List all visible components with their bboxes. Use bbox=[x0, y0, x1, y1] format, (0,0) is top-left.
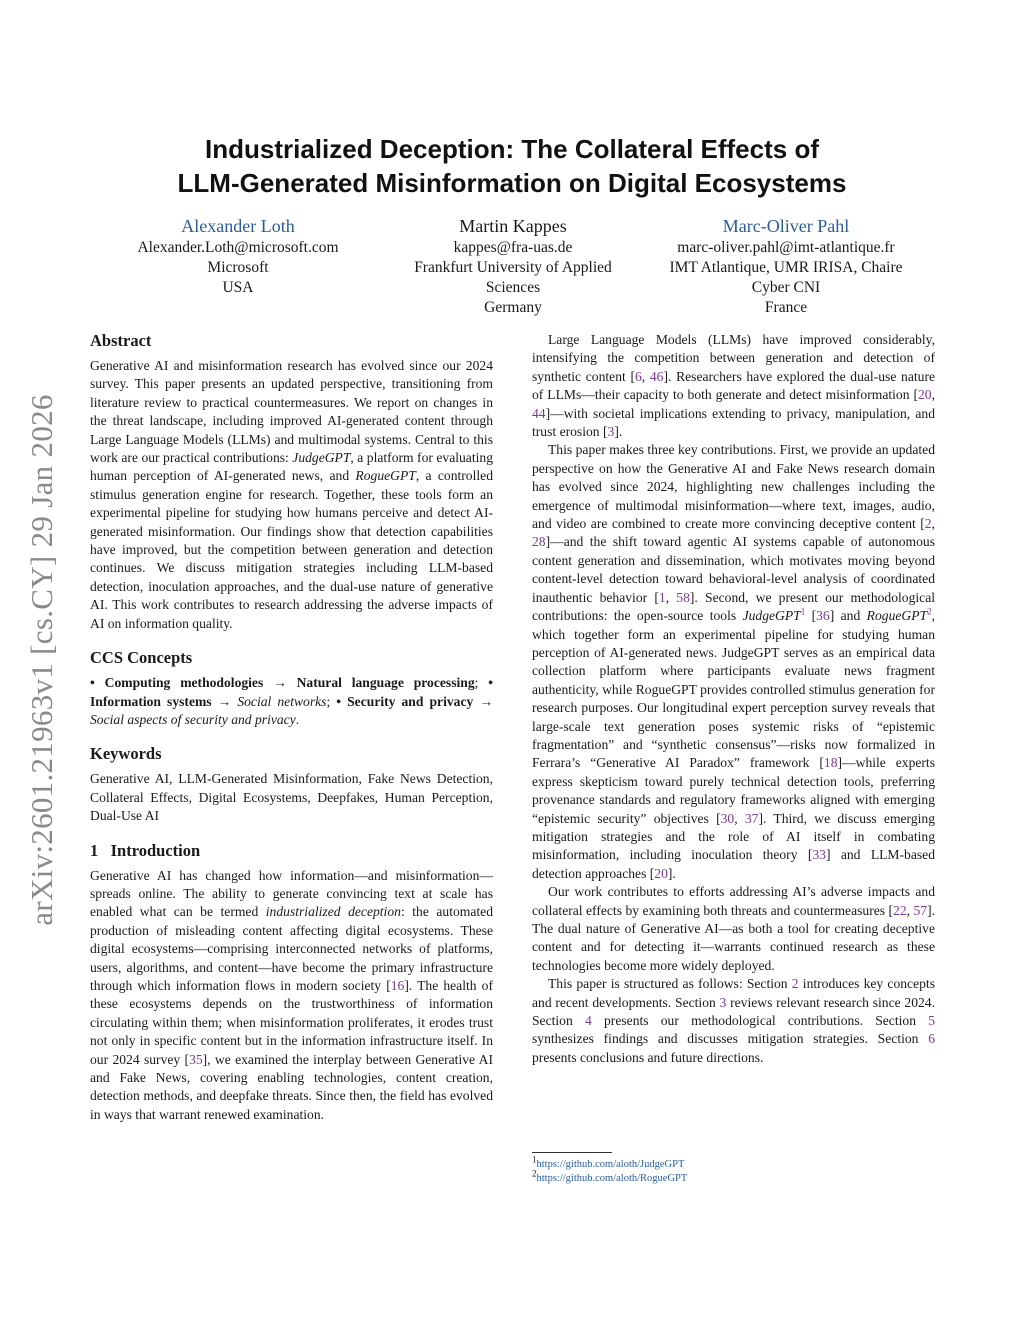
footnote-2: $^2$https://github.com/aloth/RogueGPT bbox=[532, 1168, 688, 1184]
abstract-text: Generative AI and misinformation research has evolved since our 2024 survey. This paper presents an updated perspective, transitioning from literature review to practical countermeasures. We report on changes in the threat landscape, including improved AI-generated content through Large Language Models (LLMs) and multimodal systems. Central to this work are our practical contributions: JudgeGPT, a platform for evaluating human perception of AI-generated news, and RogueGPT, a controlled stimulus generation engine for research. Together, these tools form an experimental pipeline for studying how humans perceive and detect AI-generated misinformation. Our findings show that detection capabilities have improved, but the competition between generation and detection continues. We discuss mitigation strategies including LLM-based detection, inoculation approaches, and the dual-use nature of generative AI. This work contributes to research addressing the adverse impacts of AI on information quality. bbox=[90, 358, 493, 631]
author-1-affiliation-1: Microsoft bbox=[207, 259, 269, 276]
author-2 bbox=[358, 214, 668, 318]
paper-title bbox=[0, 132, 1024, 200]
left-column bbox=[90, 330, 493, 1124]
citation-46[interactable]: 46 bbox=[649, 368, 664, 384]
footnote-mark-2[interactable]: 2 bbox=[927, 606, 932, 617]
footnotes bbox=[532, 1152, 832, 1186]
author-1-name[interactable]: Alexander Loth bbox=[181, 216, 295, 236]
author-1-email: Alexander.Loth@microsoft.com bbox=[137, 239, 339, 256]
intro-paragraph-4: Our work contributes to efforts addressing AI’s adverse impacts and collateral effects by examining both threats and countermeasures [22, 57]. The dual nature of Generative AI—as both a tool for creating deceptive content and for detecting it—warrants continued research as these technologies become more widely deployed. bbox=[532, 884, 936, 973]
author-3-affiliation-1: IMT Atlantique, UMR IRISA, Chaire bbox=[669, 259, 903, 276]
author-2-name: Martin Kappes bbox=[459, 216, 567, 236]
author-2-affiliation-3: Germany bbox=[484, 299, 542, 316]
section-link-3[interactable]: 3 bbox=[719, 994, 727, 1010]
abstract-heading: Abstract bbox=[90, 331, 152, 350]
title-line-2: LLM-Generated Misinformation on Digital Ecosystems bbox=[177, 168, 847, 198]
author-1-affiliation-2: USA bbox=[222, 279, 254, 296]
author-3-affiliation-3: France bbox=[764, 299, 808, 316]
citation-6[interactable]: 6 bbox=[634, 368, 642, 384]
footnote-rule bbox=[532, 1152, 612, 1153]
citation-16[interactable]: 16 bbox=[390, 977, 405, 993]
ccs-heading: CCS Concepts bbox=[90, 648, 193, 668]
citation-28[interactable]: 28 bbox=[532, 534, 546, 550]
section-link-6[interactable]: 6 bbox=[928, 1031, 935, 1047]
arxiv-stamp bbox=[22, 360, 62, 960]
citation-33[interactable]: 33 bbox=[812, 847, 826, 863]
author-2-affiliation-1: Frankfurt University of Applied bbox=[414, 259, 612, 276]
citation-30[interactable]: 30 bbox=[720, 810, 735, 826]
citation-3[interactable]: 3 bbox=[607, 424, 615, 440]
section-link-5[interactable]: 5 bbox=[928, 1013, 935, 1029]
citation-18[interactable]: 18 bbox=[823, 755, 838, 771]
footnote-1-link[interactable]: https://github.com/aloth/JudgeGPT bbox=[536, 1159, 685, 1170]
citation-20[interactable]: 20 bbox=[918, 387, 932, 403]
citation-1[interactable]: 1 bbox=[658, 589, 666, 605]
section-link-4[interactable]: 4 bbox=[585, 1013, 592, 1029]
footnote-1: $^1$https://github.com/aloth/JudgeGPT bbox=[532, 1154, 685, 1170]
author-3 bbox=[630, 214, 942, 318]
author-2-email: kappes@fra-uas.de bbox=[453, 239, 573, 256]
intro-paragraph-2: Large Language Models (LLMs) have improved considerably, intensifying the competition between generation and detection of synthetic content [6, 46]. Researchers have explored the dual-use nature of LLMs—their capacity to both generate and detect misinformation [20, 44]—with societal implications extending to privacy, manipulation, and trust erosion [3]. bbox=[532, 332, 936, 440]
keywords-text: Generative AI, LLM-Generated Misinformation, Fake News Detection, Collateral Effects, Digital Ecosystems, Deepfakes, Human Perception, Dual-Use AI bbox=[90, 771, 493, 824]
citation-37[interactable]: 37 bbox=[744, 810, 759, 826]
citation-36[interactable]: 36 bbox=[816, 608, 830, 624]
citation-57[interactable]: 57 bbox=[913, 902, 928, 918]
right-column bbox=[532, 331, 935, 1067]
author-3-affiliation-2: Cyber CNI bbox=[751, 279, 821, 296]
intro-paragraph-5: This paper is structured as follows: Section 2 introduces key concepts and recent developments. Section 3 reviews relevant research since 2024. Section 4 presents our methodological contributions. Section 5 synthesizes findings and discusses mitigation strategies. Section 6 presents conclusions and future directions. bbox=[532, 976, 935, 1065]
author-2-affiliation-2: Sciences bbox=[485, 279, 541, 296]
citation-20b[interactable]: 20 bbox=[654, 865, 668, 881]
title-line-1: Industrialized Deception: The Collateral Effects of bbox=[205, 134, 819, 164]
ccs-concepts: • Computing methodologies → Natural language processing; • Information systems → Social networks; • Security and privacy → Social aspects of security and privacy. bbox=[90, 675, 494, 727]
citation-22[interactable]: 22 bbox=[893, 902, 907, 918]
citation-44[interactable]: 44 bbox=[532, 405, 546, 421]
arxiv-stamp-text: arXiv:2601.21963v1 [cs.CY] 29 Jan 2026 bbox=[24, 394, 59, 926]
footnote-mark-1[interactable]: 1 bbox=[800, 606, 806, 617]
author-1 bbox=[82, 214, 394, 298]
author-3-name[interactable]: Marc-Oliver Pahl bbox=[722, 216, 850, 236]
citation-2[interactable]: 2 bbox=[924, 516, 932, 532]
introduction-heading: 1 Introduction bbox=[90, 840, 201, 860]
keywords-heading: Keywords bbox=[90, 744, 162, 764]
intro-paragraph-3: This paper makes three key contributions. First, we provide an updated perspective on how the Generative AI and Fake News research domain has evolved since 2024, highlighting new challenges including the emergence of multimodal misinformation—where text, images, audio, and video are combined to create more convincing deceptive content [2, 28]—and the shift toward agentic AI systems capable of autonomous content generation and dissemination, which motivates moving beyond content-level detection toward behavioral-level analysis of coordinated inauthentic behavior [1, 58]. Second, we present our methodological contributions: the open-source tools JudgeGPT$^1$ [36] and RogueGPT$^2$, which together form an experimental pipeline for studying human perception of AI-generated news. JudgeGPT serves as an empirical data collection platform where participants evaluate news fragment authenticity, while RogueGPT provides controlled stimulus generation for research purposes. Our longitudinal expert perception survey reveals that large-scale text generation poses systemic risks of “epistemic fragmentation” and “synthetic consensus”—risks now formalized in Ferrara’s “Generative AI Paradox” framework [18]—while experts express skepticism toward purely technical detection tools, preferring provenance standards and regulatory frameworks aligned with emerging “epistemic security” objectives [30, 37]. Third, we discuss emerging mitigation strategies and the role of AI itself in combating misinformation, including inoculation theory [33] and LLM-based detection approaches [20]. bbox=[532, 442, 936, 881]
introduction-paragraph-1: Generative AI has changed how information—and misinformation—spreads online. The ability to generate convincing text at scale has enabled what can be termed industrialized deception: the automated production of misleading content affecting digital ecosystems. These digital ecosystems—comprising interconnected networks of platforms, users, algorithms, and content—have become the primary infrastructure through which information flows in modern society [16]. The health of these ecosystems depends on the trustworthiness of information circulating within them; when misinformation proliferates, it erodes trust not only in specific content but in the information infrastructure itself. In our 2024 survey [35], we examined the interplay between Generative AI and Fake News, covering enabling technologies, content creation, detection methods, and deepfake threats. Since then, the field has evolved in ways that warrant renewed examination. bbox=[90, 867, 493, 1122]
citation-35[interactable]: 35 bbox=[189, 1051, 203, 1067]
footnote-2-link[interactable]: https://github.com/aloth/RogueGPT bbox=[536, 1173, 688, 1184]
section-link-2[interactable]: 2 bbox=[791, 976, 799, 992]
citation-58[interactable]: 58 bbox=[676, 589, 690, 605]
author-3-email: marc-oliver.pahl@imt-atlantique.fr bbox=[677, 239, 895, 256]
